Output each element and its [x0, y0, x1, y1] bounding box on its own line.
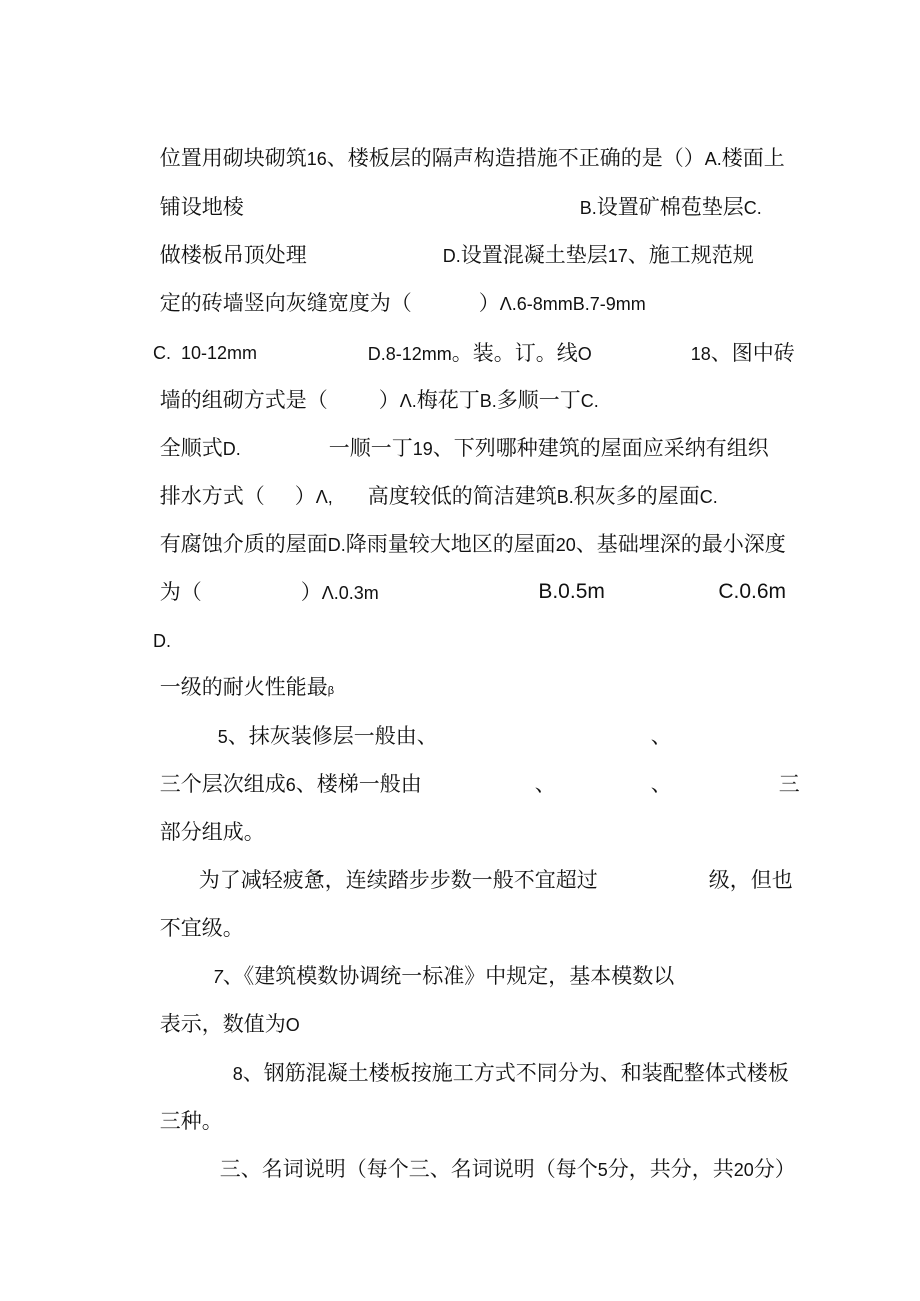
text-line: 表示，数值为O: [159, 1012, 300, 1036]
text-line: C. 10-12mm: [153, 343, 258, 363]
text-fragment: 三: [778, 772, 800, 796]
text-fragment: D.设置混凝土垫层17、施工规范规: [442, 243, 754, 267]
text-fragment: D.8-12mm。装。订。线O: [367, 341, 592, 365]
text-line: 排水方式（: [159, 484, 265, 508]
text-line: 为（: [159, 580, 202, 604]
text-line: 全顺式D.: [159, 436, 241, 460]
text-line: 部分组成。: [159, 820, 265, 844]
text-line: 一级的耐火性能最β: [159, 675, 335, 699]
text-line: 定的砖墙竖向灰缝宽度为（: [159, 291, 412, 315]
text-fragment: 级，但也: [708, 868, 793, 892]
text-fragment: B.0.5m: [538, 580, 605, 603]
text-fragment: ）Λ.梅花丁B.多顺一丁C.: [378, 388, 599, 412]
text-fragment: 8、钢筋混凝土楼板按施工方式不同分为、和装配整体式楼板: [232, 1061, 789, 1085]
text-fragment: 、: [534, 772, 556, 796]
text-fragment: 、: [650, 724, 672, 748]
text-line: 三种。: [159, 1109, 223, 1133]
text-fragment: B.设置矿棉苞垫层C.: [579, 195, 762, 219]
text-fragment: 7、《建筑模数协调统一标准》中规定，基本模数以: [212, 964, 675, 988]
text-fragment: ）Λ.0.3m: [300, 580, 379, 604]
section-heading: 三、名词说明（每个三、名词说明（每个5分，共分，共20分）: [219, 1157, 796, 1181]
text-line: 做楼板吊顶处理: [159, 243, 307, 267]
text-line: 位置用砌块砌筑16、楼板层的隔声构造措施不正确的是（）A.楼面上: [159, 146, 785, 170]
text-line: 三个层次组成6、楼梯一般由: [159, 772, 422, 796]
text-line: 墙的组砌方式是（: [159, 388, 328, 412]
text-fragment: ）Λ.6-8mmB.7-9mm: [478, 291, 646, 315]
text-fragment: 一顺一丁19、下列哪种建筑的屋面应采纳有组织: [328, 436, 769, 460]
text-fragment: 5、抹灰装修层一般由、: [217, 724, 438, 748]
text-fragment: 为了减轻疲惫，连续踏步步数一般不宜超过: [198, 868, 598, 892]
text-line: 不宜级。: [159, 916, 244, 940]
text-fragment: 、: [650, 772, 672, 796]
text-line: 铺设地棱: [159, 195, 244, 219]
text-fragment: ）Λ,: [294, 484, 333, 508]
text-fragment: 高度较低的简洁建筑B.积灰多的屋面C.: [367, 484, 718, 508]
text-line: D.: [153, 631, 172, 651]
text-fragment: 18、图中砖: [690, 341, 795, 365]
text-line: 有腐蚀介质的屋面D.降雨量较大地区的屋面20、基础埋深的最小深度: [159, 532, 786, 556]
text-fragment: C.0.6m: [718, 580, 787, 603]
